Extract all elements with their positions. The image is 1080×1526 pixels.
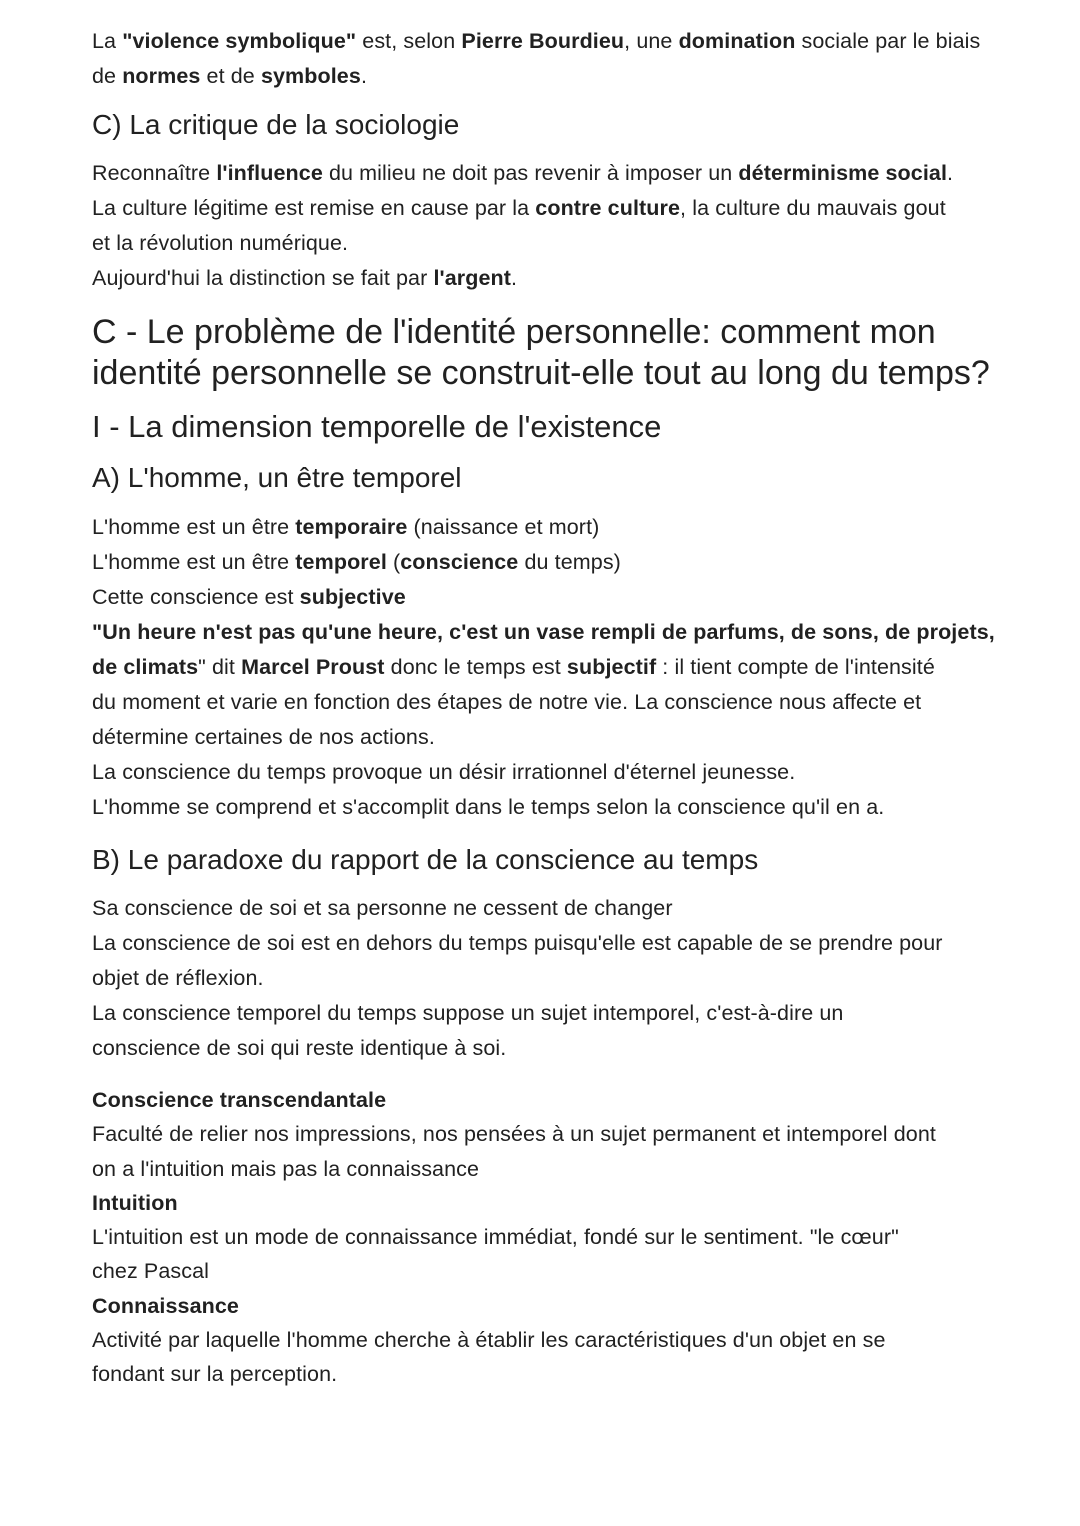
text-run: . [511,266,518,290]
heading [92,458,462,498]
text-line [92,156,953,191]
bold-text: subjectif [566,655,657,679]
text-line [92,961,943,996]
text-line [92,1117,936,1151]
text-line [92,407,661,447]
text-run: du moment et varie en fonction des étapes de notre vie. La conscience nous affecte et [92,690,922,714]
text-run: La culture légitime est remise en cause par la [92,196,536,220]
text-line [92,891,943,926]
bold-text: subjective [299,585,406,609]
text-run: C - Le problème de l'identité personnelle: comment mon [92,313,936,351]
bold-text: Marcel Proust [241,655,385,679]
text-run: I - La dimension temporelle de l'existence [92,409,662,444]
text-run: sociale par le biais [795,29,981,53]
bold-text: domination [678,29,796,53]
bold-text: temporaire [295,515,408,539]
text-run: est, selon [356,29,462,53]
text-line [92,1220,936,1254]
heading [92,105,459,145]
text-run: conscience de soi qui reste identique à soi. [92,1036,507,1060]
text-run: La [92,29,123,53]
text-line [92,685,995,720]
paragraph [92,891,943,1066]
text-run: L'intuition est un mode de connaissance immédiat, fondé sur le sentiment. "le cœur" [92,1225,899,1250]
bold-text: l'argent [433,266,512,290]
bold-text: de climats [92,655,199,679]
text-run: identité personnelle se construit-elle tout au long du temps? [92,354,990,392]
text-run: donc le temps est [384,655,567,679]
paragraph [92,510,995,825]
text-run: Reconnaître [92,161,217,185]
text-run: on a l'intuition mais pas la connaissance [92,1156,480,1181]
bold-text: symboles [260,64,361,88]
text-line [92,458,462,498]
text-line [92,353,990,394]
text-run: : il tient compte de l'intensité [656,655,935,679]
text-run: de [92,64,123,88]
text-run: C) La critique de la sociologie [92,109,460,140]
bold-text: temporel [295,550,387,574]
text-run: du temps) [518,550,621,574]
bold-text: Conscience transcendantale [92,1088,387,1112]
text-line [92,191,953,226]
text-line [92,24,980,59]
text-line [92,545,995,580]
heading [92,407,661,447]
text-run: , une [624,29,679,53]
text-run: L'homme est un être [92,515,296,539]
paragraph [92,156,953,296]
text-line [92,59,980,94]
text-run: et la révolution numérique. [92,231,349,255]
text-line [92,1289,936,1323]
bold-text: conscience [400,550,519,574]
text-run: Faculté de relier nos impressions, nos pensées à un sujet permanent et intemporel dont [92,1122,936,1147]
bold-text: Connaissance [92,1293,239,1318]
text-line [92,1083,936,1117]
text-run: Cette conscience est [92,585,300,609]
bold-text: "violence symbolique" [122,29,357,53]
text-line [92,1357,936,1391]
text-run: A) L'homme, un être temporel [92,462,462,493]
text-line [92,510,995,545]
paragraph [92,1083,936,1392]
text-run: " dit [198,655,242,679]
text-line [92,790,995,825]
bold-text: Pierre Bourdieu [461,29,625,53]
text-run: Activité par laquelle l'homme cherche à établir les caractéristiques d'un objet en se [92,1328,886,1353]
text-run: et de [200,64,261,88]
text-line [92,105,459,145]
text-line [92,1152,936,1186]
text-run: chez Pascal [92,1259,210,1284]
text-line [92,1031,943,1066]
text-line [92,755,995,790]
heading [92,312,990,394]
text-run: Aujourd'hui la distinction se fait par [92,266,434,290]
text-line [92,926,943,961]
text-run: La conscience du temps provoque un désir irrationnel d'éternel jeunesse. [92,760,796,784]
text-run: B) Le paradoxe du rapport de la conscience au temps [92,844,759,875]
text-line [92,312,990,353]
bold-text: déterminisme social [738,161,948,185]
text-run: , la culture du mauvais gout [680,196,946,220]
bold-text: contre culture [535,196,681,220]
text-run: . [947,161,954,185]
text-run: (naissance et mort) [407,515,600,539]
text-run: détermine certaines de nos actions. [92,725,435,749]
text-line [92,840,758,880]
text-run: La conscience temporel du temps suppose un sujet intemporel, c'est-à-dire un [92,1001,844,1025]
bold-text: "Un heure n'est pas qu'une heure, c'est un vase rempli de parfums, de sons, de projets, [92,620,995,644]
text-run: L'homme se comprend et s'accomplit dans le temps selon la conscience qu'il en a. [92,795,885,819]
text-run: L'homme est un être [92,550,296,574]
bold-text: l'influence [216,161,323,185]
text-line [92,650,995,685]
bold-text: normes [122,64,201,88]
text-run: fondant sur la perception. [92,1362,338,1387]
text-line [92,1323,936,1357]
text-run: Sa conscience de soi et sa personne ne cessent de changer [92,896,673,920]
text-run: La conscience de soi est en dehors du temps puisqu'elle est capable de se prendre pour [92,931,943,955]
text-line [92,261,953,296]
text-run: . [360,64,368,88]
text-line [92,615,995,650]
text-line [92,720,995,755]
bold-text: Intuition [92,1190,178,1215]
text-line [92,1254,936,1288]
text-run: ( [386,550,401,574]
text-line [92,996,943,1031]
text-line [92,1186,936,1220]
text-line [92,226,953,261]
heading [92,840,758,880]
text-run: du milieu ne doit pas revenir à imposer un [322,161,739,185]
paragraph [92,24,980,94]
text-line [92,580,995,615]
text-run: objet de réflexion. [92,966,264,990]
